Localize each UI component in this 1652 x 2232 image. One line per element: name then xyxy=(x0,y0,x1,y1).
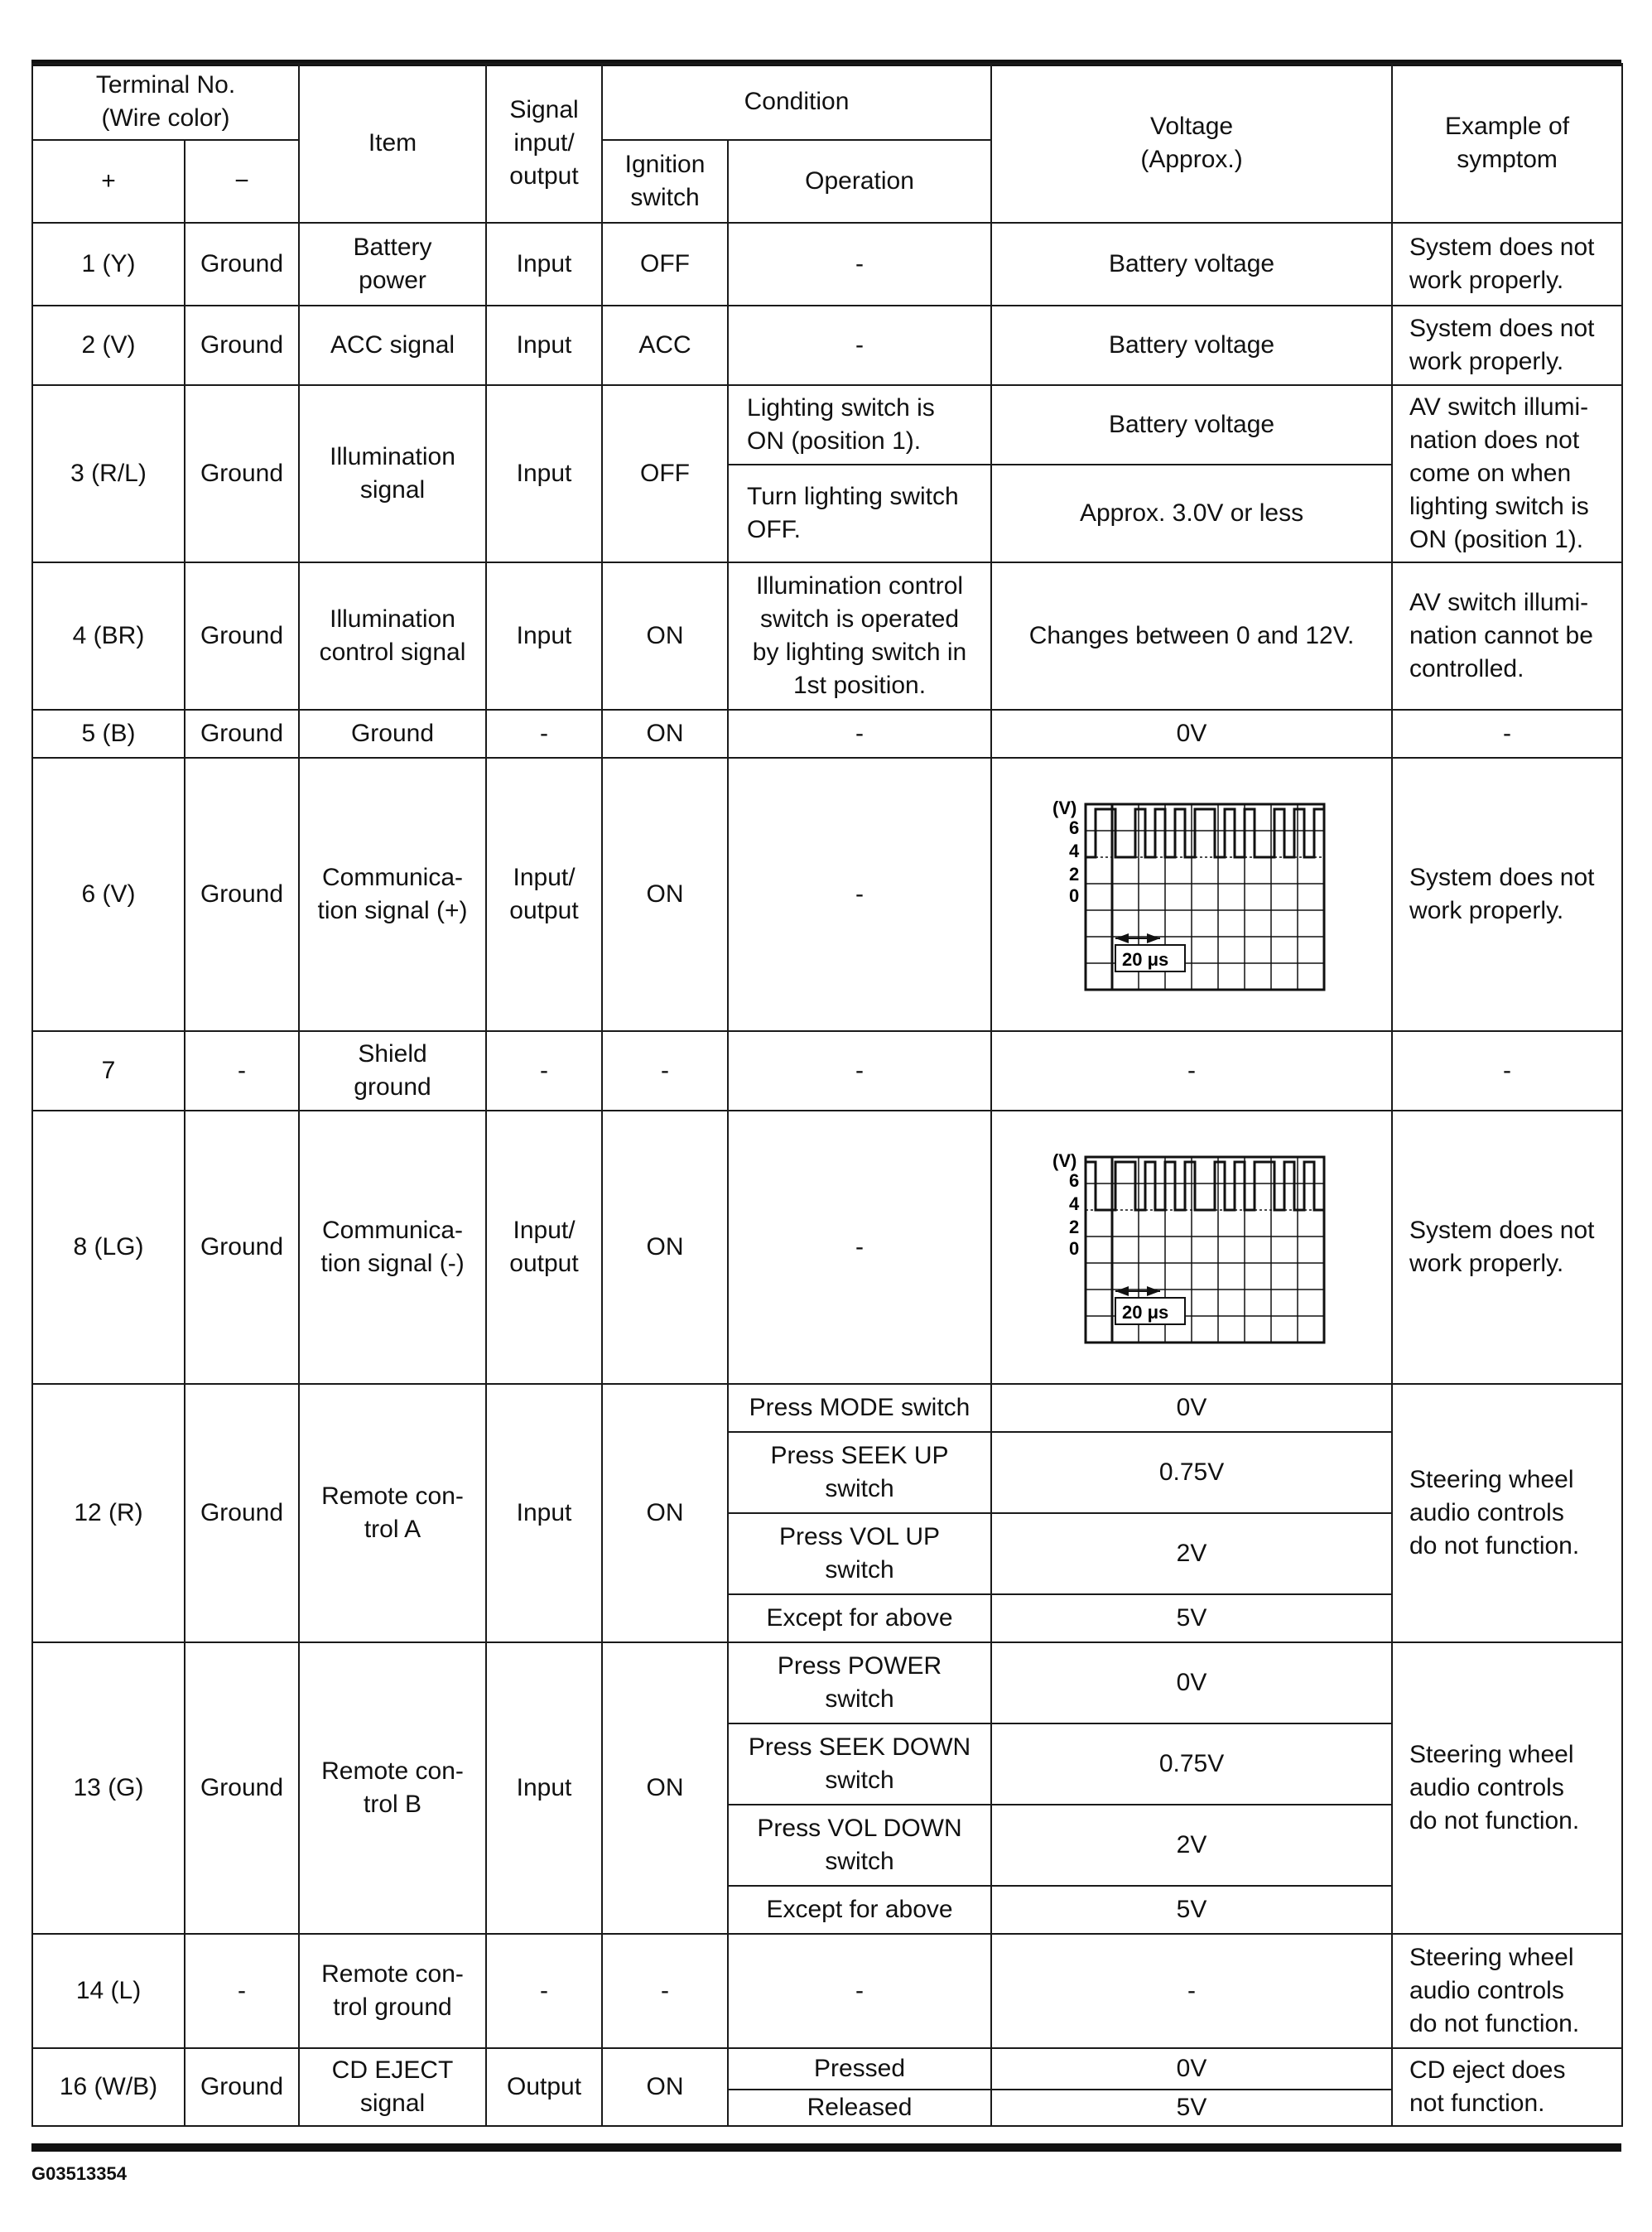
operation-cell: Released xyxy=(728,2090,991,2126)
operation-cell: - xyxy=(728,1031,991,1111)
y-tick-label: 4 xyxy=(1069,1193,1080,1214)
signal-cell: Input xyxy=(486,223,602,306)
y-tick-label: 2 xyxy=(1069,1217,1080,1237)
symptom-cell: Steering wheel audio controls do not function. xyxy=(1392,1642,1622,1934)
item-cell: Illumination control signal xyxy=(299,562,486,710)
symptom-cell: System does not work properly. xyxy=(1392,1111,1622,1384)
voltage-cell: 0V xyxy=(991,710,1392,758)
operation-cell: Turn lighting switch OFF. xyxy=(728,465,991,562)
header-operation: Operation xyxy=(728,140,991,223)
time-marker xyxy=(1115,933,1185,971)
operation-cell: - xyxy=(728,1934,991,2048)
ground-cell: Ground xyxy=(185,306,299,385)
operation-cell: Press VOL DOWN switch xyxy=(728,1805,991,1886)
symptom-cell: - xyxy=(1392,710,1622,758)
ground-cell: Ground xyxy=(185,2048,299,2126)
voltage-cell: Approx. 3.0V or less xyxy=(991,465,1392,562)
signal-cell: - xyxy=(486,710,602,758)
table-row xyxy=(32,1111,1622,1384)
signal-cell: Output xyxy=(486,2048,602,2126)
item-cell: Remote con- trol ground xyxy=(299,1934,486,2048)
item-cell: Remote con- trol A xyxy=(299,1384,486,1642)
waveform-minus-oscilloscope xyxy=(1051,1144,1332,1351)
operation-cell: Pressed xyxy=(728,2048,991,2090)
item-cell: Remote con- trol B xyxy=(299,1642,486,1934)
y-tick-label: 0 xyxy=(1069,885,1080,906)
symptom-cell: CD eject does not function. xyxy=(1392,2048,1622,2126)
voltage-cell: Battery voltage xyxy=(991,306,1392,385)
header-minus: − xyxy=(185,140,299,223)
ignition-cell: - xyxy=(602,1031,728,1111)
table-row xyxy=(32,1031,1622,1111)
ground-cell: Ground xyxy=(185,1642,299,1934)
ignition-cell: ON xyxy=(602,1642,728,1934)
signal-cell: - xyxy=(486,1934,602,2048)
voltage-cell: 0V xyxy=(991,1384,1392,1432)
signal-cell: Input/ output xyxy=(486,1111,602,1384)
voltage-cell: 5V xyxy=(991,2090,1392,2126)
ignition-cell: ON xyxy=(602,1384,728,1642)
terminal-cell: 3 (R/L) xyxy=(32,385,185,562)
ignition-cell: - xyxy=(602,1934,728,2048)
ignition-cell: OFF xyxy=(602,223,728,306)
bottom-rule xyxy=(31,2143,1621,2152)
waveform-unit-label: (V) xyxy=(1052,798,1077,818)
header-voltage: Voltage (Approx.) xyxy=(991,64,1392,223)
terminal-cell: 6 (V) xyxy=(32,758,185,1031)
table-row xyxy=(32,758,1622,1031)
voltage-cell: 0V xyxy=(991,2048,1392,2090)
ignition-cell: ON xyxy=(602,710,728,758)
item-cell: CD EJECT signal xyxy=(299,2048,486,2126)
voltage-cell: - xyxy=(991,1031,1392,1111)
terminal-cell: 2 (V) xyxy=(32,306,185,385)
item-cell: Battery power xyxy=(299,223,486,306)
operation-cell: Press MODE switch xyxy=(728,1384,991,1432)
voltage-cell: 0.75V xyxy=(991,1432,1392,1513)
table-row xyxy=(32,385,1622,465)
ground-cell: Ground xyxy=(185,385,299,562)
symptom-cell: AV switch illumi- nation cannot be controlled. xyxy=(1392,562,1622,710)
header-ignition: Ignition switch xyxy=(602,140,728,223)
symptom-cell: Steering wheel audio controls do not function. xyxy=(1392,1934,1622,2048)
terminal-cell: 16 (W/B) xyxy=(32,2048,185,2126)
ground-cell: - xyxy=(185,1031,299,1111)
operation-cell: - xyxy=(728,306,991,385)
voltage-cell: 0.75V xyxy=(991,1723,1392,1805)
ignition-cell: ON xyxy=(602,1111,728,1384)
y-tick-label: 2 xyxy=(1069,864,1080,885)
ground-cell: Ground xyxy=(185,223,299,306)
waveform-trace xyxy=(1086,809,1324,857)
signal-cell: Input xyxy=(486,1384,602,1642)
operation-cell: Except for above xyxy=(728,1594,991,1642)
operation-cell: - xyxy=(728,710,991,758)
table-row xyxy=(32,223,1622,306)
item-cell: Communica- tion signal (-) xyxy=(299,1111,486,1384)
waveform-plus-oscilloscope xyxy=(1051,791,1332,998)
table-row xyxy=(32,710,1622,758)
terminal-cell: 5 (B) xyxy=(32,710,185,758)
waveform-trace xyxy=(1086,1162,1324,1210)
header-symptom: Example of symptom xyxy=(1392,64,1622,223)
operation-cell: Press SEEK UP switch xyxy=(728,1432,991,1513)
table-row xyxy=(32,1934,1622,2048)
item-cell: Communica- tion signal (+) xyxy=(299,758,486,1031)
terminal-cell: 13 (G) xyxy=(32,1642,185,1934)
signal-cell: Input xyxy=(486,306,602,385)
operation-cell: Press POWER switch xyxy=(728,1642,991,1723)
ground-cell: Ground xyxy=(185,1111,299,1384)
voltage-cell xyxy=(991,758,1392,1031)
figure-code: G03513354 xyxy=(31,2163,127,2184)
terminal-cell: 7 xyxy=(32,1031,185,1111)
y-tick-label: 6 xyxy=(1069,817,1080,838)
table-row xyxy=(32,306,1622,385)
operation-cell: Press SEEK DOWN switch xyxy=(728,1723,991,1805)
operation-cell: Except for above xyxy=(728,1886,991,1934)
item-cell: Ground xyxy=(299,710,486,758)
terminal-cell: 8 (LG) xyxy=(32,1111,185,1384)
signal-cell: - xyxy=(486,1031,602,1111)
symptom-cell: System does not work properly. xyxy=(1392,223,1622,306)
voltage-cell xyxy=(991,1111,1392,1384)
header-condition: Condition xyxy=(602,64,991,140)
voltage-cell: Battery voltage xyxy=(991,385,1392,465)
terminal-cell: 14 (L) xyxy=(32,1934,185,2048)
symptom-cell: Steering wheel audio controls do not function. xyxy=(1392,1384,1622,1642)
header-item: Item xyxy=(299,64,486,223)
operation-cell: - xyxy=(728,223,991,306)
signal-cell: Input/ output xyxy=(486,758,602,1031)
terminal-cell: 12 (R) xyxy=(32,1384,185,1642)
header-plus: + xyxy=(32,140,185,223)
symptom-cell: System does not work properly. xyxy=(1392,306,1622,385)
item-cell: Shield ground xyxy=(299,1031,486,1111)
operation-cell: - xyxy=(728,1111,991,1384)
symptom-cell: AV switch illumi- nation does not come on when lighting switch is ON (position 1). xyxy=(1392,385,1622,562)
voltage-cell: 2V xyxy=(991,1805,1392,1886)
terminal-cell: 4 (BR) xyxy=(32,562,185,710)
ground-cell: - xyxy=(185,1934,299,2048)
ground-cell: Ground xyxy=(185,710,299,758)
ignition-cell: ON xyxy=(602,758,728,1031)
table-row xyxy=(32,1384,1622,1432)
symptom-cell: - xyxy=(1392,1031,1622,1111)
voltage-cell: Changes between 0 and 12V. xyxy=(991,562,1392,710)
time-division-label: 20 μs xyxy=(1122,949,1169,970)
voltage-cell: - xyxy=(991,1934,1392,2048)
y-tick-label: 4 xyxy=(1069,841,1080,861)
table-row xyxy=(32,2048,1622,2090)
voltage-cell: 0V xyxy=(991,1642,1392,1723)
item-cell: ACC signal xyxy=(299,306,486,385)
ignition-cell: ON xyxy=(602,562,728,710)
voltage-cell: 2V xyxy=(991,1513,1392,1594)
symptom-cell: System does not work properly. xyxy=(1392,758,1622,1031)
table-row xyxy=(32,1642,1622,1723)
signal-cell: Input xyxy=(486,385,602,562)
ground-cell: Ground xyxy=(185,562,299,710)
operation-cell: - xyxy=(728,758,991,1031)
operation-cell: Press VOL UP switch xyxy=(728,1513,991,1594)
ground-cell: Ground xyxy=(185,758,299,1031)
voltage-cell: 5V xyxy=(991,1886,1392,1934)
header-signal: Signal input/ output xyxy=(486,64,602,223)
operation-cell: Lighting switch is ON (position 1). xyxy=(728,385,991,465)
voltage-cell: Battery voltage xyxy=(991,223,1392,306)
ignition-cell: ON xyxy=(602,2048,728,2126)
ignition-cell: ACC xyxy=(602,306,728,385)
waveform-unit-label: (V) xyxy=(1052,1150,1077,1171)
operation-cell: Illumination control switch is operated by lighting switch in 1st position. xyxy=(728,562,991,710)
signal-cell: Input xyxy=(486,562,602,710)
item-cell: Illumination signal xyxy=(299,385,486,562)
terminal-table xyxy=(31,63,1623,2127)
ignition-cell: OFF xyxy=(602,385,728,562)
table-row xyxy=(32,562,1622,710)
voltage-cell: 5V xyxy=(991,1594,1392,1642)
signal-cell: Input xyxy=(486,1642,602,1934)
header-terminal-no: Terminal No. (Wire color) xyxy=(32,64,299,140)
terminal-cell: 1 (Y) xyxy=(32,223,185,306)
ground-cell: Ground xyxy=(185,1384,299,1642)
time-division-label: 20 μs xyxy=(1122,1302,1169,1323)
y-tick-label: 6 xyxy=(1069,1170,1080,1191)
time-marker xyxy=(1115,1286,1185,1324)
y-tick-label: 0 xyxy=(1069,1238,1080,1259)
